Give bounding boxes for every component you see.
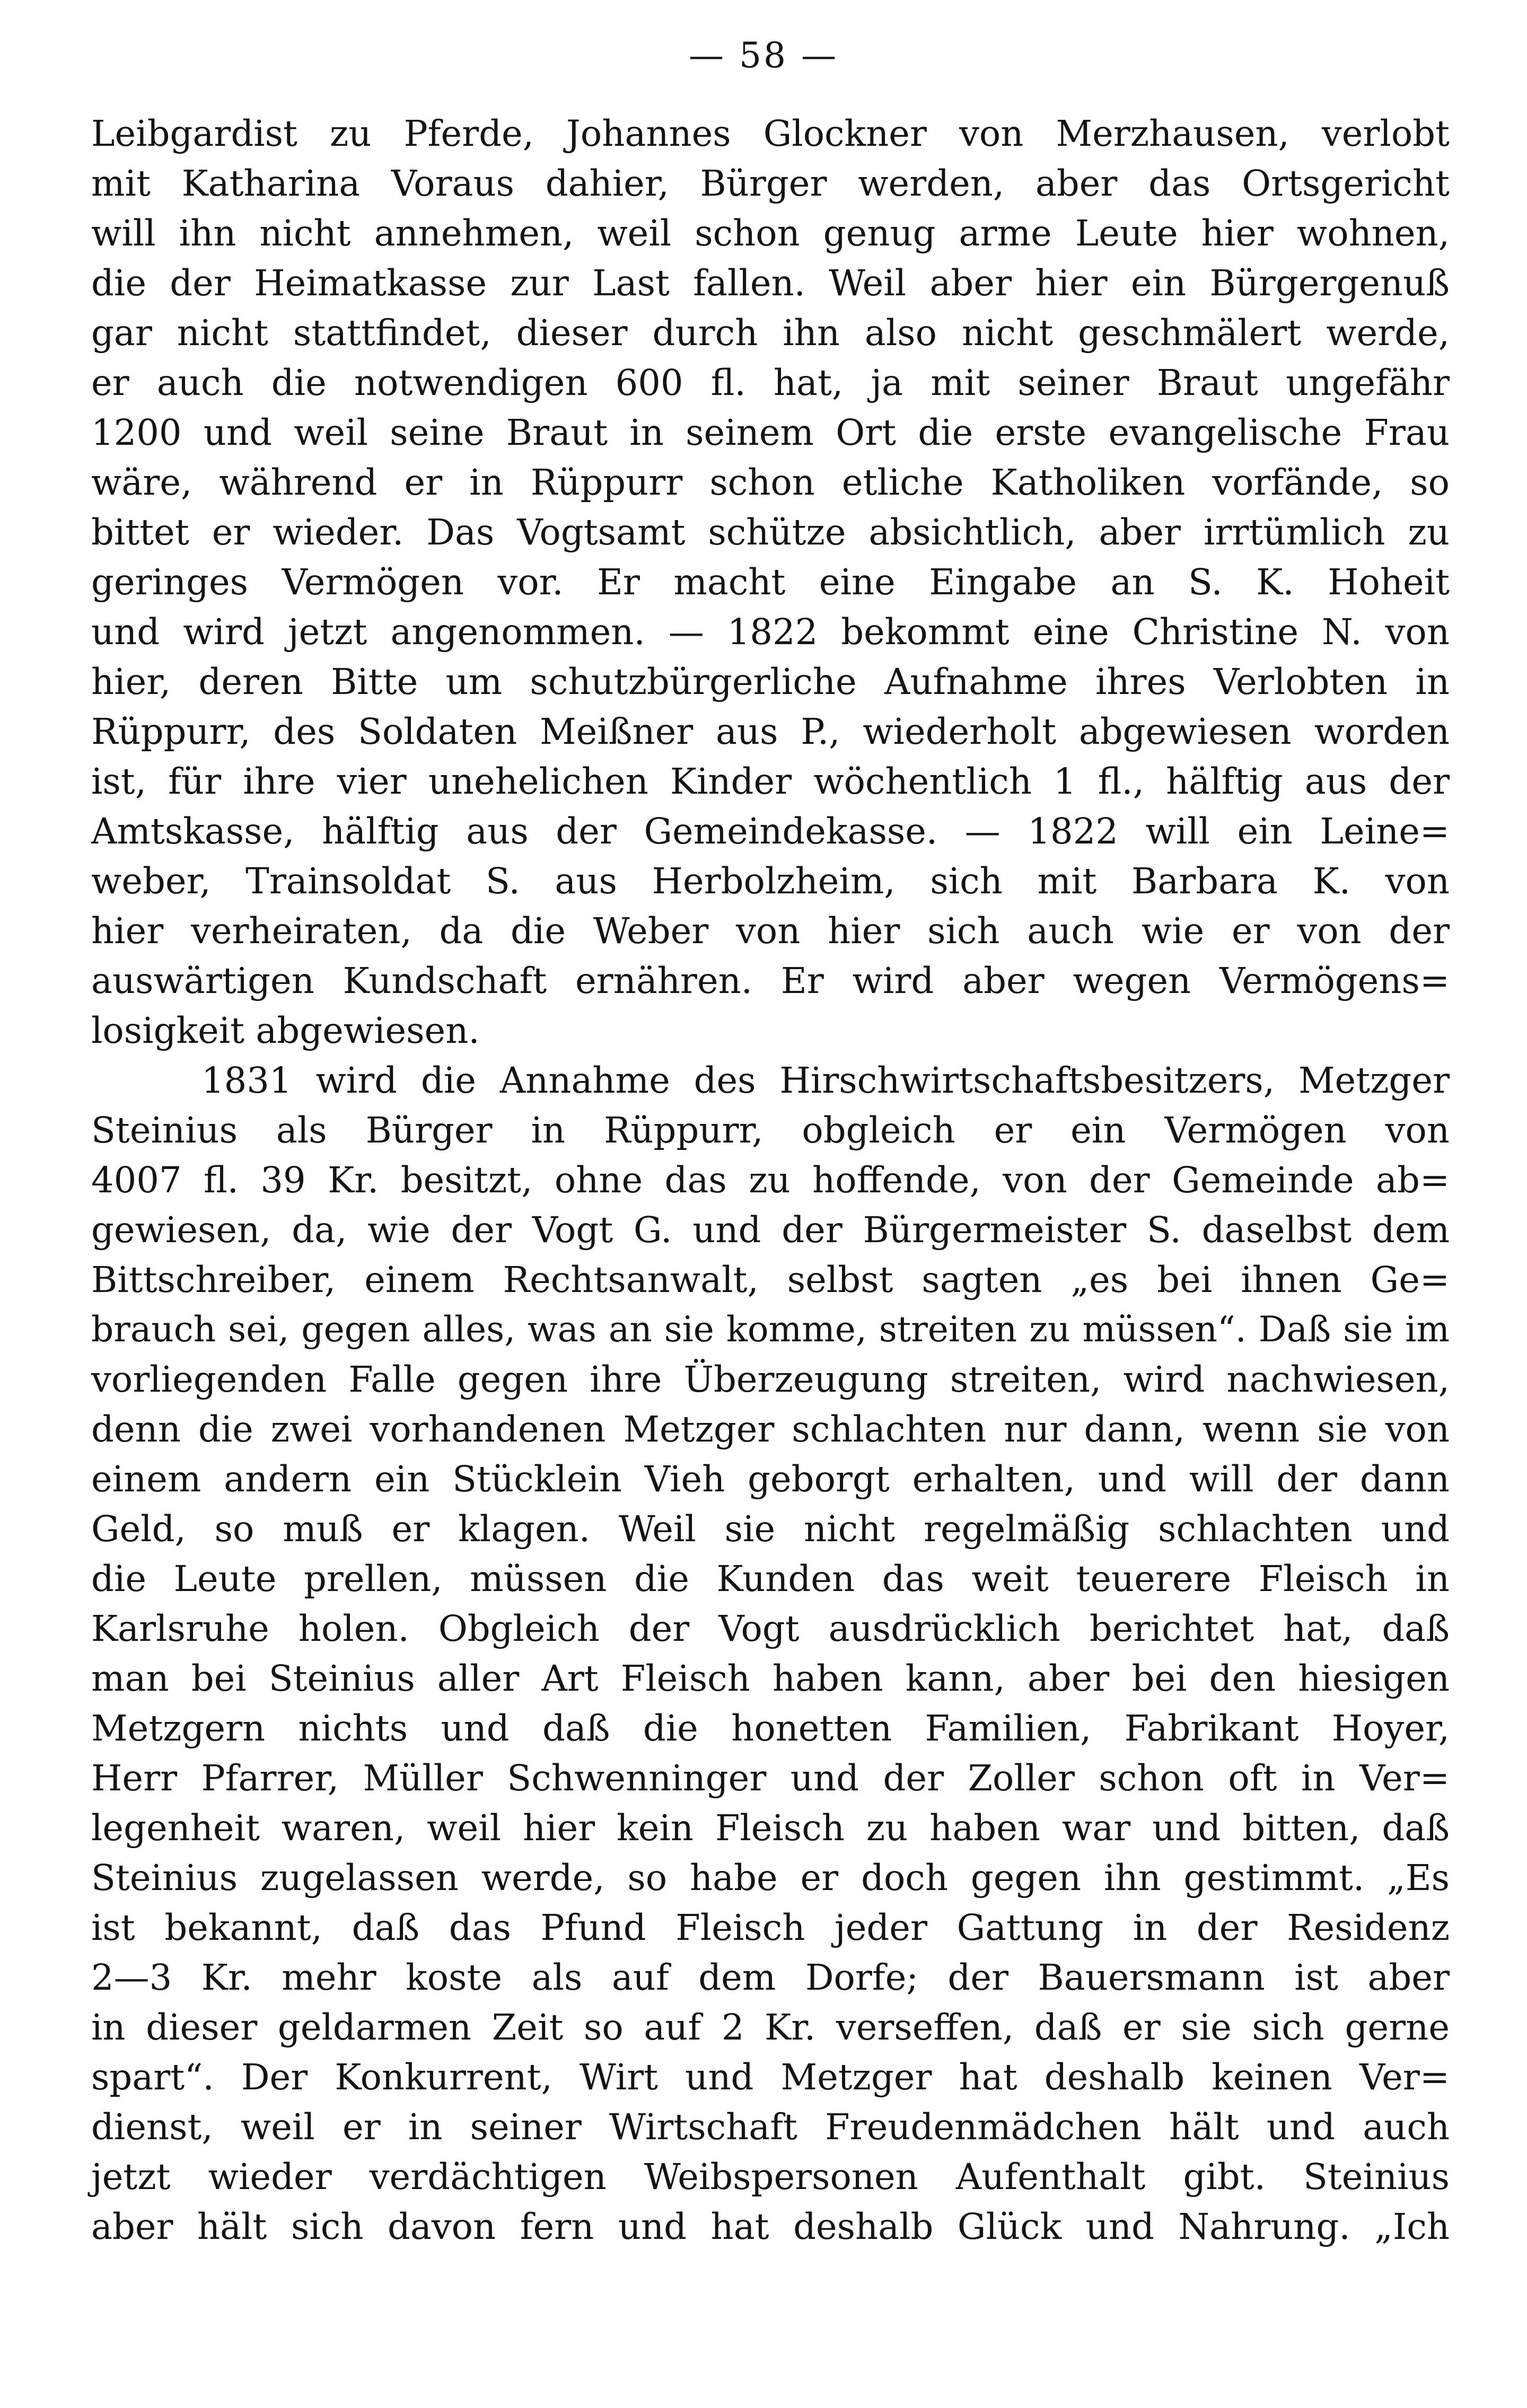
- text-line: Geld, so muß er klagen. Weil sie nicht regelmäßig schlachten und: [91, 1508, 1450, 1550]
- text-line: Rüppurr, des Soldaten Meißner aus P., wiederholt abgewiesen worden: [91, 711, 1450, 752]
- body-text: [91, 109, 1450, 2252]
- text-line: 4007 fl. 39 Kr. besitzt, ohne das zu hoffende, von der Gemeinde ab=: [91, 1159, 1450, 1201]
- text-line: geringes Vermögen vor. Er macht eine Eingabe an S. K. Hoheit: [91, 561, 1450, 603]
- text-line: Steinius als Bürger in Rüppurr, obgleich er ein Vermögen von: [91, 1110, 1450, 1151]
- text-line: Steinius zugelassen werde, so habe er doch gegen ihn gestimmt. „Es: [91, 1857, 1450, 1899]
- text-line: aber hält sich davon fern und hat deshalb Glück und Nahrung. „Ich: [91, 2206, 1450, 2247]
- text-line: 1831 wird die Annahme des Hirschwirtschaftsbesitzers, Metzger: [201, 1060, 1450, 1101]
- text-line: Karlsruhe holen. Obgleich der Vogt ausdrücklich berichtet hat, daß: [91, 1608, 1450, 1649]
- text-line: mit Katharina Voraus dahier, Bürger werden, aber das Ortsgericht: [91, 163, 1450, 204]
- text-line: jetzt wieder verdächtigen Weibspersonen Aufenthalt gibt. Steinius: [91, 2156, 1450, 2198]
- text-line: losigkeit abgewiesen.: [91, 1010, 480, 1051]
- text-line: brauch sei, gegen alles, was an sie komme, streiten zu müssen“. Daß sie im: [91, 1309, 1450, 1350]
- text-line: vorliegenden Falle gegen ihre Überzeugung streiten, wird nachwiesen,: [91, 1359, 1450, 1400]
- text-line: er auch die notwendigen 600 fl. hat, ja mit seiner Braut ungefähr: [91, 362, 1450, 403]
- text-line: legenheit waren, weil hier kein Fleisch zu haben war und bitten, daß: [91, 1807, 1450, 1849]
- text-line: weber, Trainsoldat S. aus Herbolzheim, sich mit Barbara K. von: [91, 860, 1450, 902]
- text-line: hier verheiraten, da die Weber von hier sich auch wie er von der: [91, 910, 1450, 952]
- text-line: die Leute prellen, müssen die Kunden das weit teuerere Fleisch in: [91, 1558, 1450, 1600]
- paragraph-1: [91, 109, 1450, 1056]
- paragraph-2: [91, 1056, 1450, 2252]
- text-line: man bei Steinius aller Art Fleisch haben kann, aber bei den hiesigen: [91, 1658, 1450, 1699]
- text-line: Herr Pfarrer, Müller Schwenninger und der Zoller schon oft in Ver=: [91, 1757, 1450, 1799]
- text-line: Amtskasse, hälftig aus der Gemeindekasse. — 1822 will ein Leine=: [91, 811, 1450, 852]
- text-line: wäre, während er in Rüppurr schon etliche Katholiken vorfände, so: [91, 462, 1450, 503]
- text-line: dienst, weil er in seiner Wirtschaft Freudenmädchen hält und auch: [91, 2106, 1450, 2148]
- text-line: Metzgern nichts und daß die honetten Familien, Fabrikant Hoyer,: [91, 1708, 1450, 1749]
- text-line: 2—3 Kr. mehr koste als auf dem Dorfe; der Bauersmann ist aber: [91, 1957, 1450, 1998]
- text-line: die der Heimatkasse zur Last fallen. Weil aber hier ein Bürgergenuß: [91, 262, 1450, 304]
- text-line: bittet er wieder. Das Vogtsamt schütze absichtlich, aber irrtümlich zu: [91, 512, 1450, 553]
- text-line: gar nicht stattfindet, dieser durch ihn also nicht geschmälert werde,: [91, 312, 1450, 354]
- text-line: und wird jetzt angenommen. — 1822 bekommt eine Christine N. von: [91, 611, 1450, 653]
- text-line: in dieser geldarmen Zeit so auf 2 Kr. verseffen, daß er sie sich gerne: [91, 2007, 1450, 2048]
- text-line: gewiesen, da, wie der Vogt G. und der Bürgermeister S. daselbst dem: [91, 1209, 1450, 1251]
- page-number: — 58 —: [689, 35, 838, 76]
- text-line: ist, für ihre vier unehelichen Kinder wöchentlich 1 fl., hälftig aus der: [91, 761, 1450, 802]
- text-line: einem andern ein Stücklein Vieh geborgt erhalten, und will der dann: [91, 1458, 1450, 1500]
- text-line: denn die zwei vorhandenen Metzger schlachten nur dann, wenn sie von: [91, 1409, 1450, 1450]
- text-line: hier, deren Bitte um schutzbürgerliche Aufnahme ihres Verlobten in: [91, 661, 1450, 702]
- text-line: 1200 und weil seine Braut in seinem Ort die erste evangelische Frau: [91, 412, 1450, 453]
- text-line: ist bekannt, daß das Pfund Fleisch jeder Gattung in der Residenz: [91, 1907, 1450, 1948]
- text-line: will ihn nicht annehmen, weil schon genug arme Leute hier wohnen,: [91, 213, 1450, 254]
- text-line: Bittschreiber, einem Rechtsanwalt, selbst sagten „es bei ihnen Ge=: [91, 1259, 1450, 1300]
- text-line: spart“. Der Konkurrent, Wirt und Metzger hat deshalb keinen Ver=: [91, 2057, 1450, 2098]
- text-line: Leibgardist zu Pferde, Johannes Glockner von Merzhausen, verlobt: [91, 113, 1450, 154]
- text-line: auswärtigen Kundschaft ernähren. Er wird aber wegen Vermögens=: [91, 960, 1450, 1001]
